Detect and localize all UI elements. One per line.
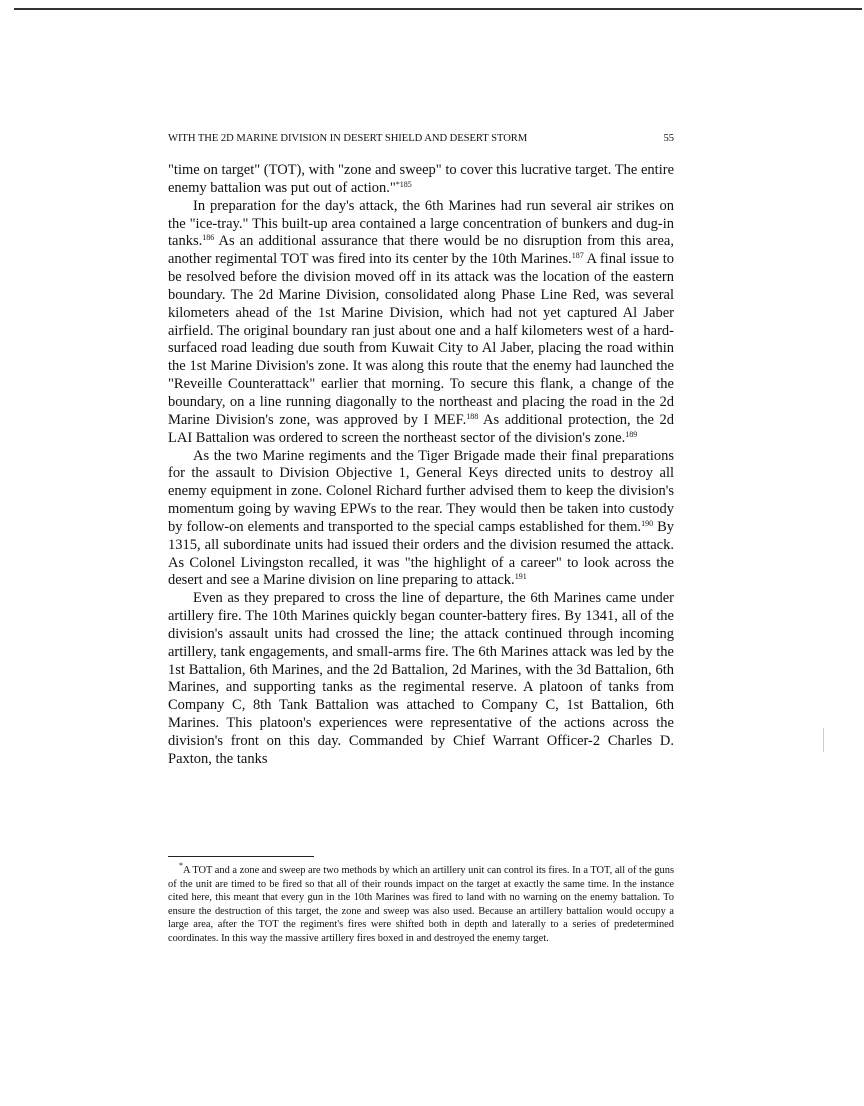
footnote-ref: 187 [571, 251, 584, 261]
body-text [168, 162, 674, 769]
paragraph-text: Even as they prepared to cross the line of departure, the 6th Marines came under artillery fire. The 10th Marines quickly began counter-battery fires. By 1341, all of the division's assault units had crossed the line; the attack continued through incoming artillery, tank engagements, and small-arms fire. The 6th Marines attack was led by the 1st Battalion, 6th Marines, and the 2d Battalion, 2d Marines, with the 3d Battalion, 6th Marines, and supporting tanks as the regimental reserve. A platoon of tanks from Company C, 8th Tank Battalion was attached to Company C, 1st Battalion, 6th Marines. This platoon's experiences were representative of the actions across the division's front on this day. Commanded by Chief Warrant Officer-2 Charles D. Paxton, the tanks [168, 590, 674, 767]
paragraph-3 [168, 448, 674, 591]
paragraph-text: By 1315, all subordinate units had issued their orders and the division resumed the attack. As Colonel Livingston recalled, it was "the highlight of a career" to look across the desert and see a Marine division on line preparing to attack. [168, 518, 674, 589]
running-header [168, 133, 674, 149]
paragraph-text: As an additional assurance that there would be no disruption from this area, another regimental TOT was fired into its center by the 10th Marines. [168, 233, 674, 268]
paragraph-text: As the two Marine regiments and the Tiger Brigade made their final preparations for the assault to Division Objective 1, General Keys directed units to destroy all enemy equipment in zone. Colonel Richard further advised them to keep the division's momentum going by waving EPWs to the rear. They would then be taken into custody by follow-on elements and transported to the special camps established for them. [168, 447, 674, 535]
footnote-ref: 188 [466, 411, 479, 421]
footnote-ref: 190 [641, 518, 654, 528]
paragraph-2 [168, 198, 674, 448]
paragraph-text: In preparation for the day's attack, the 6th Marines had run several air strikes on the "ice-tray." This built-up area contained a large concentration of bunkers and dug-in tanks. [168, 197, 674, 250]
running-title: WITH THE 2D MARINE DIVISION IN DESERT SHIELD AND DESERT STORM [168, 133, 528, 144]
paragraph-1 [168, 162, 674, 198]
scan-margin-mark [823, 728, 824, 752]
footnote-divider [168, 856, 314, 857]
page-number: 55 [663, 133, 674, 144]
paragraph-text: A final issue to be resolved before the division moved off in its attack was the location of the eastern boundary. The 2d Marine Division, consolidated along Phase Line Red, was several kilometers ahead of the 1st Marine Division, which had not yet captured Al Jaber airfield. The original boundary ran just about one and a half kilometers west of a hard-surfaced road leading due south from Kuwait City to Al Jaber, placing the road within the 1st Marine Division's zone. It was along this route that the enemy had launched the "Reveille Counterattack" earlier that morning. To secure this flank, a change of the boundary, on a line running diagonally to the northeast and placing the road in the 2d Marine Division's zone, was approved by I MEF. [168, 251, 674, 428]
footnote-marker: * [179, 861, 183, 870]
top-border-rule [14, 8, 862, 10]
footnote-text: A TOT and a zone and sweep are two methods by which an artillery unit can control its fires. In a TOT, all of the guns of the unit are timed to be fired so that all of their rounds impact on the target at exactly the same time. In the instance cited here, this meant that every gun in the 10th Marines was fired to land with no warning on the enemy battalion. To ensure the destruction of this target, the zone and sweep was also used. Because an artillery battalion would occupy a large area, after the TOT the regiment's fires were shifted both in depth and laterally to a series of predetermined coordinates. In this way the massive artillery fires boxed in and destroyed the enemy target. [168, 865, 674, 944]
footnote-ref: 186 [202, 233, 215, 243]
footnote-ref: *185 [395, 179, 412, 189]
footnote-ref: 189 [625, 429, 638, 439]
footnote [168, 861, 674, 946]
paragraph-4 [168, 590, 674, 768]
paragraph-text: "time on target" (TOT), with "zone and sweep" to cover this lucrative target. The entire enemy battalion was put out of action." [168, 162, 674, 196]
footnote-ref: 191 [514, 572, 527, 582]
paragraph-text: As additional protection, the 2d LAI Battalion was ordered to screen the northeast sector of the division's zone. [168, 411, 674, 446]
